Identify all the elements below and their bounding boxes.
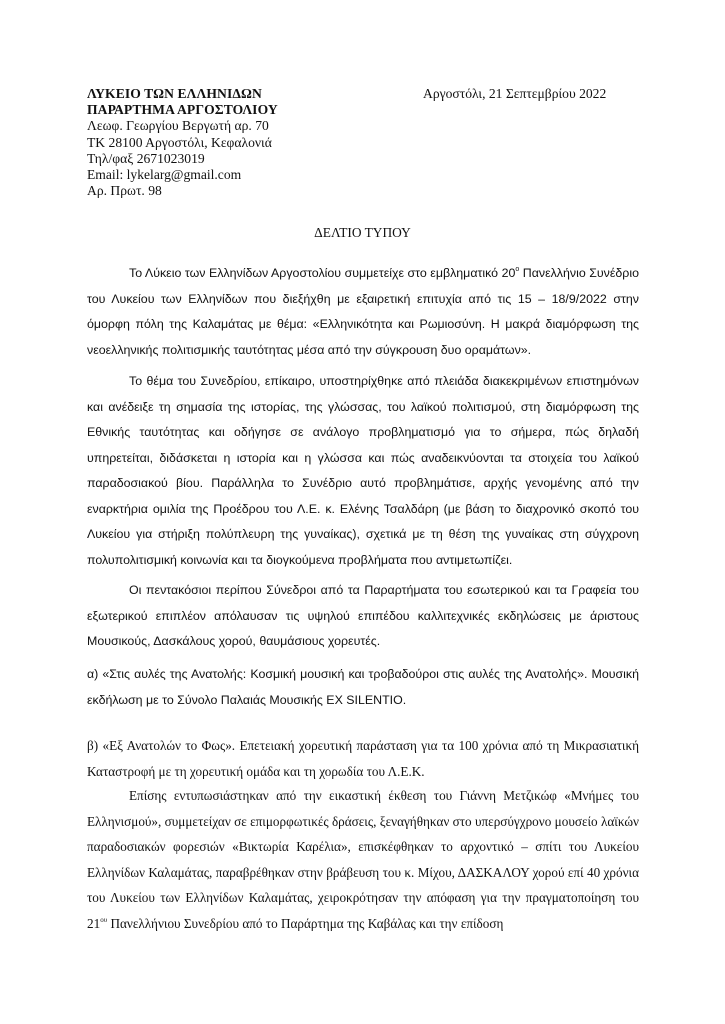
p5-text: β) «Εξ Ανατολών το Φως». Επετειακή χορευτική παράσταση για τα 100 χρόνια από τη Μικρασιατική Καταστροφή με τη χορευτική ομάδα και τη χορωδία του Λ.Ε.Κ. (87, 738, 639, 779)
p1-ordinal: ο (515, 266, 520, 273)
paragraph-2 (87, 369, 639, 573)
phone: Τηλ/φαξ 2671023019 (87, 150, 205, 166)
email: Email: lykelarg@gmail.com (87, 167, 242, 183)
p4-text: α) «Στις αυλές της Ανατολής: Κοσμική μουσική και τροβαδούροι στις αυλές της Ανατολής». Μουσική εκδήλωση με το Σύνολο Παλαιάς Μουσικής EX SILENTIO. (87, 667, 639, 707)
paragraph-1 (87, 261, 639, 363)
dateline: Αργοστόλι, 21 Σεπτεμβρίου 2022 (423, 86, 607, 101)
p2-text: Το θέμα του Συνεδρίου, επίκαιρο, υποστηρίχθηκε από πλειάδα διακεκριμένων επιστημόνων και ανέδειξε τη σημασία της ιστορίας, της γλώσσας, του λαϊκού πολιτισμού, στη διαμόρφωση της Εθνικής ταυτότητας και οδήγησε σε ανάλογο προβληματισμό για το σήμερα, πώς δηλαδή υπηρετείται, διδάσκεται η ιστορία και η γλώσσα και πώς αναδεικνύονται τα στοιχεία του λαϊκού παραδοσιακού βίου. Παράλληλα το Συνέδριο αυτό προβλημάτισε, αρχής γενομένης από την εναρκτήρια ομιλία της Προέδρου του Λ.Ε. κ. Ελένης Τσαλδάρη (με βάση το διαχρονικό σκοπό του Λυκείου για στήριξη πολύπλευρη της γυναίκας), σχετικά με τη θέση της γυναίκας στη σύγχρονη πολυπολιτισμική κοινωνία και τα διογκούμενα προβλήματα που αντιμετωπίζει. (87, 374, 639, 567)
sender-block (87, 86, 278, 199)
city: ΤΚ 28100 Αργοστόλι, Κεφαλονιά (87, 134, 272, 150)
branch-name: ΠΑΡΑΡΤΗΜΑ ΑΡΓΟΣΤΟΛΙΟΥ (87, 102, 278, 118)
paragraph-6 (87, 783, 639, 936)
address: Λεωφ. Γεωργίου Βεργωτή αρ. 70 (87, 118, 269, 134)
p6-ordinal: ου (100, 915, 108, 924)
paragraph-5 (87, 733, 639, 784)
paragraph-4 (87, 662, 639, 713)
p6-text-b: Πανελλήνιου Συνεδρίου από το Παράρτημα της Καβάλας και την επίδοση (107, 915, 504, 931)
p6-text-a: Επίσης εντυπωσιάστηκαν από την εικαστική έκθεση του Γιάννη Μετζικώφ «Μνήμες του Ελληνισμού», συμμετείχαν σε επιμορφωτικές δράσεις, ξεναγήθηκαν στο υπερσύγχρονο μουσείο λαϊκών παραδοσιακών φορεσιών «Βικτωρία Καρέλια», επισκέφθηκαν το αρχοντικό – σπίτι του Λυκείου Ελληνίδων Καλαμάτας, παραβρέθηκαν στην βράβευση του κ. Μίχου, ΔΑΣΚΑΛΟΥ χορού επί 40 χρόνια του Λυκείου των Ελληνίδων Καλαμάτας, χειροκρότησαν την απόφαση για την πραγματοποίηση του 21 (87, 788, 639, 931)
p3-text: Οι πεντακόσιοι περίπου Σύνεδροι από τα Παραρτήματα του εσωτερικού και τα Γραφεία του εξωτερικού επιπλέον απόλαυσαν τις υψηλού επιπέδου καλλιτεχνικές εκδηλώσεις με άριστους Μουσικούς, Δασκάλους χορού, θαυμάσιους χορευτές. (87, 583, 639, 648)
document-title: ΔΕΛΤΙΟ ΤΥΠΟΥ (314, 225, 411, 240)
p1-text-b: Πανελλήνιο Συνέδριο του Λυκείου των Ελληνίδων που διεξήχθη με εξαιρετική επιτυχία από τις 15 – 18/9/2022 στην όμορφη πόλη της Καλαμάτας με θέμα: «Ελληνικότητα και Ρωμιοσύνη. Η μακρά διαμόρφωση της νεοελληνικής πολιτισμικής ταυτότητας μέσα από την σύγκρουση δυο οραμάτων». (87, 266, 639, 357)
paragraph-3 (87, 578, 639, 655)
p1-text-a: Το Λύκειο των Ελληνίδων Αργοστολίου συμμετείχε στο εμβληματικό 20 (129, 266, 516, 280)
org-name: ΛΥΚΕΙΟ ΤΩΝ ΕΛΛΗΝΙΔΩΝ (87, 86, 262, 101)
protocol-number: Αρ. Πρωτ. 98 (87, 183, 162, 199)
